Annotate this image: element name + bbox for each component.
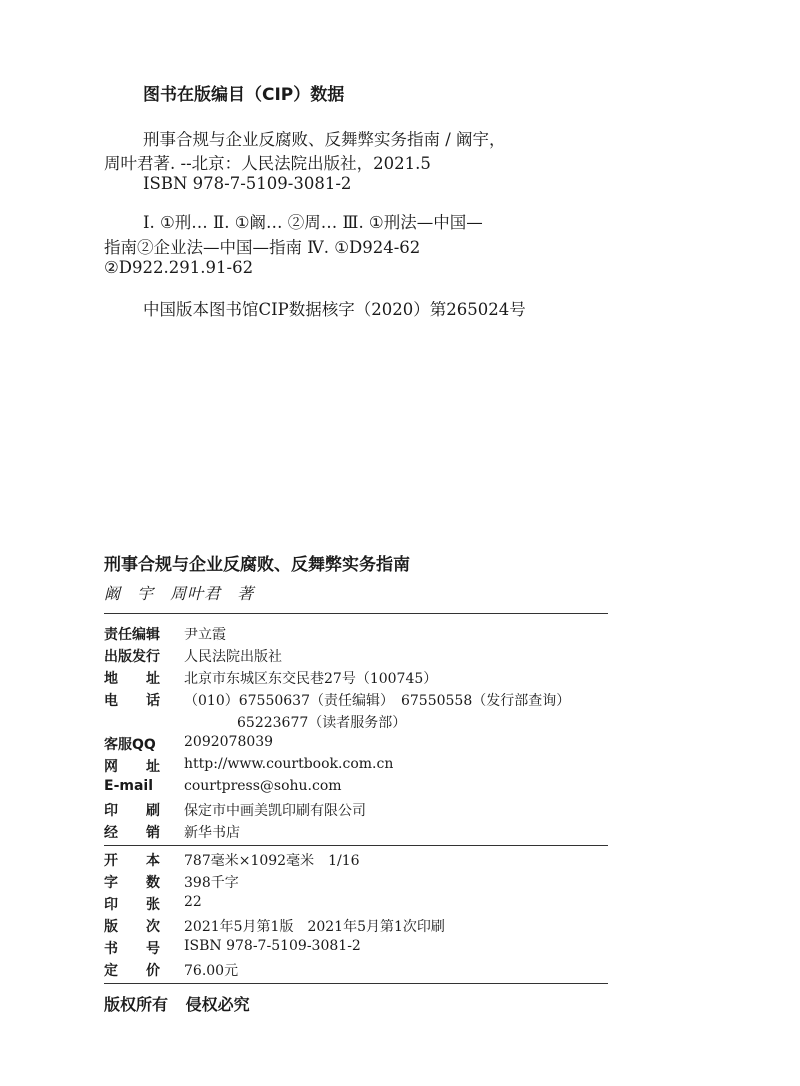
info-row [104,690,608,712]
cip-record-number: 中国版本图书馆CIP数据核字（2020）第265024号 [143,300,526,319]
info-row [104,822,608,844]
spec-row [104,872,608,894]
info-label: 地 址 [104,671,160,687]
info-value: 2092078039 [184,734,274,750]
spec-row [104,894,608,916]
info-value: 人民法院出版社 [184,649,282,665]
copyright-notice: 版权所有 侵权必究 [104,995,250,1014]
info-label: 网 址 [104,759,160,775]
spec-label: 书 号 [104,941,160,957]
info-row [104,712,608,734]
spec-value: ISBN 978-7-5109-3081-2 [184,938,361,954]
spec-row [104,916,608,938]
spec-value: 398千字 [184,875,239,891]
info-value: 北京市东城区东交民巷27号（100745） [184,671,438,687]
info-label: 经 销 [104,825,160,841]
divider-top [104,613,608,614]
divider-middle [104,845,608,846]
info-row [104,734,608,756]
spec-label: 字 数 [104,875,160,891]
cip-heading: 图书在版编目（CIP）数据 [143,85,345,105]
info-row [104,668,608,690]
info-row [104,646,608,668]
info-label: 责任编辑 [104,627,160,643]
info-row [104,800,608,822]
cip-isbn: ISBN 978-7-5109-3081-2 [143,174,352,193]
info-row [104,624,608,646]
spec-row [104,960,608,982]
info-label: 出版发行 [104,649,160,665]
book-authors: 阚 宇 周叶君 著 [104,584,255,603]
cip-classification-1: Ⅰ. ①刑… Ⅱ. ①阚… ②周… Ⅲ. ①刑法—中国— [143,213,483,232]
info-label: 印 刷 [104,803,160,819]
info-label: E-mail [104,778,154,794]
spec-label: 版 次 [104,919,160,935]
spec-label: 定 价 [104,963,160,979]
info-row [104,778,608,800]
spec-value: 76.00元 [184,963,239,979]
info-label: 电 话 [104,693,160,709]
info-value: 65223677（读者服务部） [237,715,407,731]
cip-classification-2: 指南②企业法—中国—指南 Ⅳ. ①D924-62 [104,238,421,257]
divider-bottom [104,983,608,984]
info-value: 新华书店 [184,825,240,841]
spec-row [104,938,608,960]
spec-label: 印 张 [104,897,160,913]
cip-classification-3: ②D922.291.91-62 [104,258,254,277]
info-label: 客服QQ [104,737,156,753]
info-value: courtpress@sohu.com [184,778,342,794]
spec-value: 22 [184,894,202,910]
info-value: http://www.courtbook.com.cn [184,756,394,772]
info-row [104,756,608,778]
cip-line-1: 刑事合规与企业反腐败、反舞弊实务指南 / 阚宇， [143,130,506,149]
spec-row [104,850,608,872]
info-value: 保定市中画美凯印刷有限公司 [184,803,366,819]
info-value: （010）67550637（责任编辑） 67550558（发行部查询） [184,693,571,709]
spec-value: 2021年5月第1版 2021年5月第1次印刷 [184,919,445,935]
book-title: 刑事合规与企业反腐败、反舞弊实务指南 [104,555,410,575]
info-value: 尹立霞 [184,627,226,643]
cip-line-2: 周叶君著. --北京：人民法院出版社，2021.5 [104,154,431,173]
spec-label: 开 本 [104,853,160,869]
spec-value: 787毫米×1092毫米 1/16 [184,853,360,869]
